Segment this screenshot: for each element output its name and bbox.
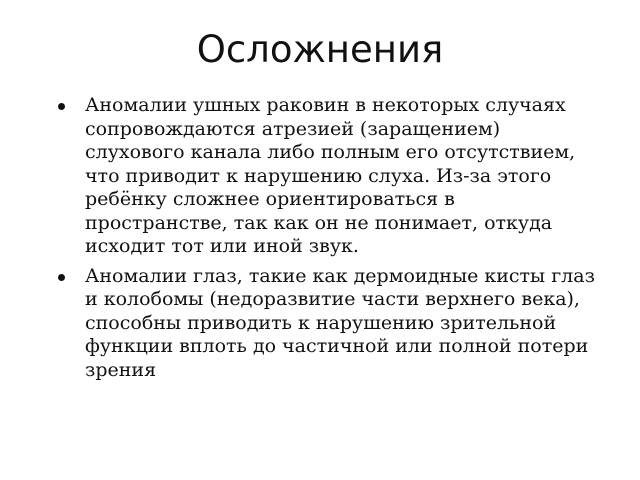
- bullet-text: Аномалии ушных раковин в некоторых случаях сопровождаются атрезией (заращением) слухового канала либо полным его отсутствием, что приводит к нарушению слуха. Из-за этого ребёнку сложнее ориентироваться в пространстве, так как он не понимает, откуда исходит тот или иной звук.: [85, 94, 576, 257]
- bullet-item: [58, 265, 598, 383]
- bullet-icon: [58, 274, 65, 281]
- slide-title: Осложнения: [196, 28, 444, 71]
- bullet-list: [58, 94, 598, 388]
- bullet-icon: [58, 103, 65, 110]
- bullet-text: Аномалии глаз, такие как дермоидные кисты глаз и колобомы (недоразвитие части верхнего века), способны приводить к нарушению зрительной функции вплоть до частичной или полной потери зрения: [85, 264, 595, 381]
- bullet-item: [58, 94, 598, 259]
